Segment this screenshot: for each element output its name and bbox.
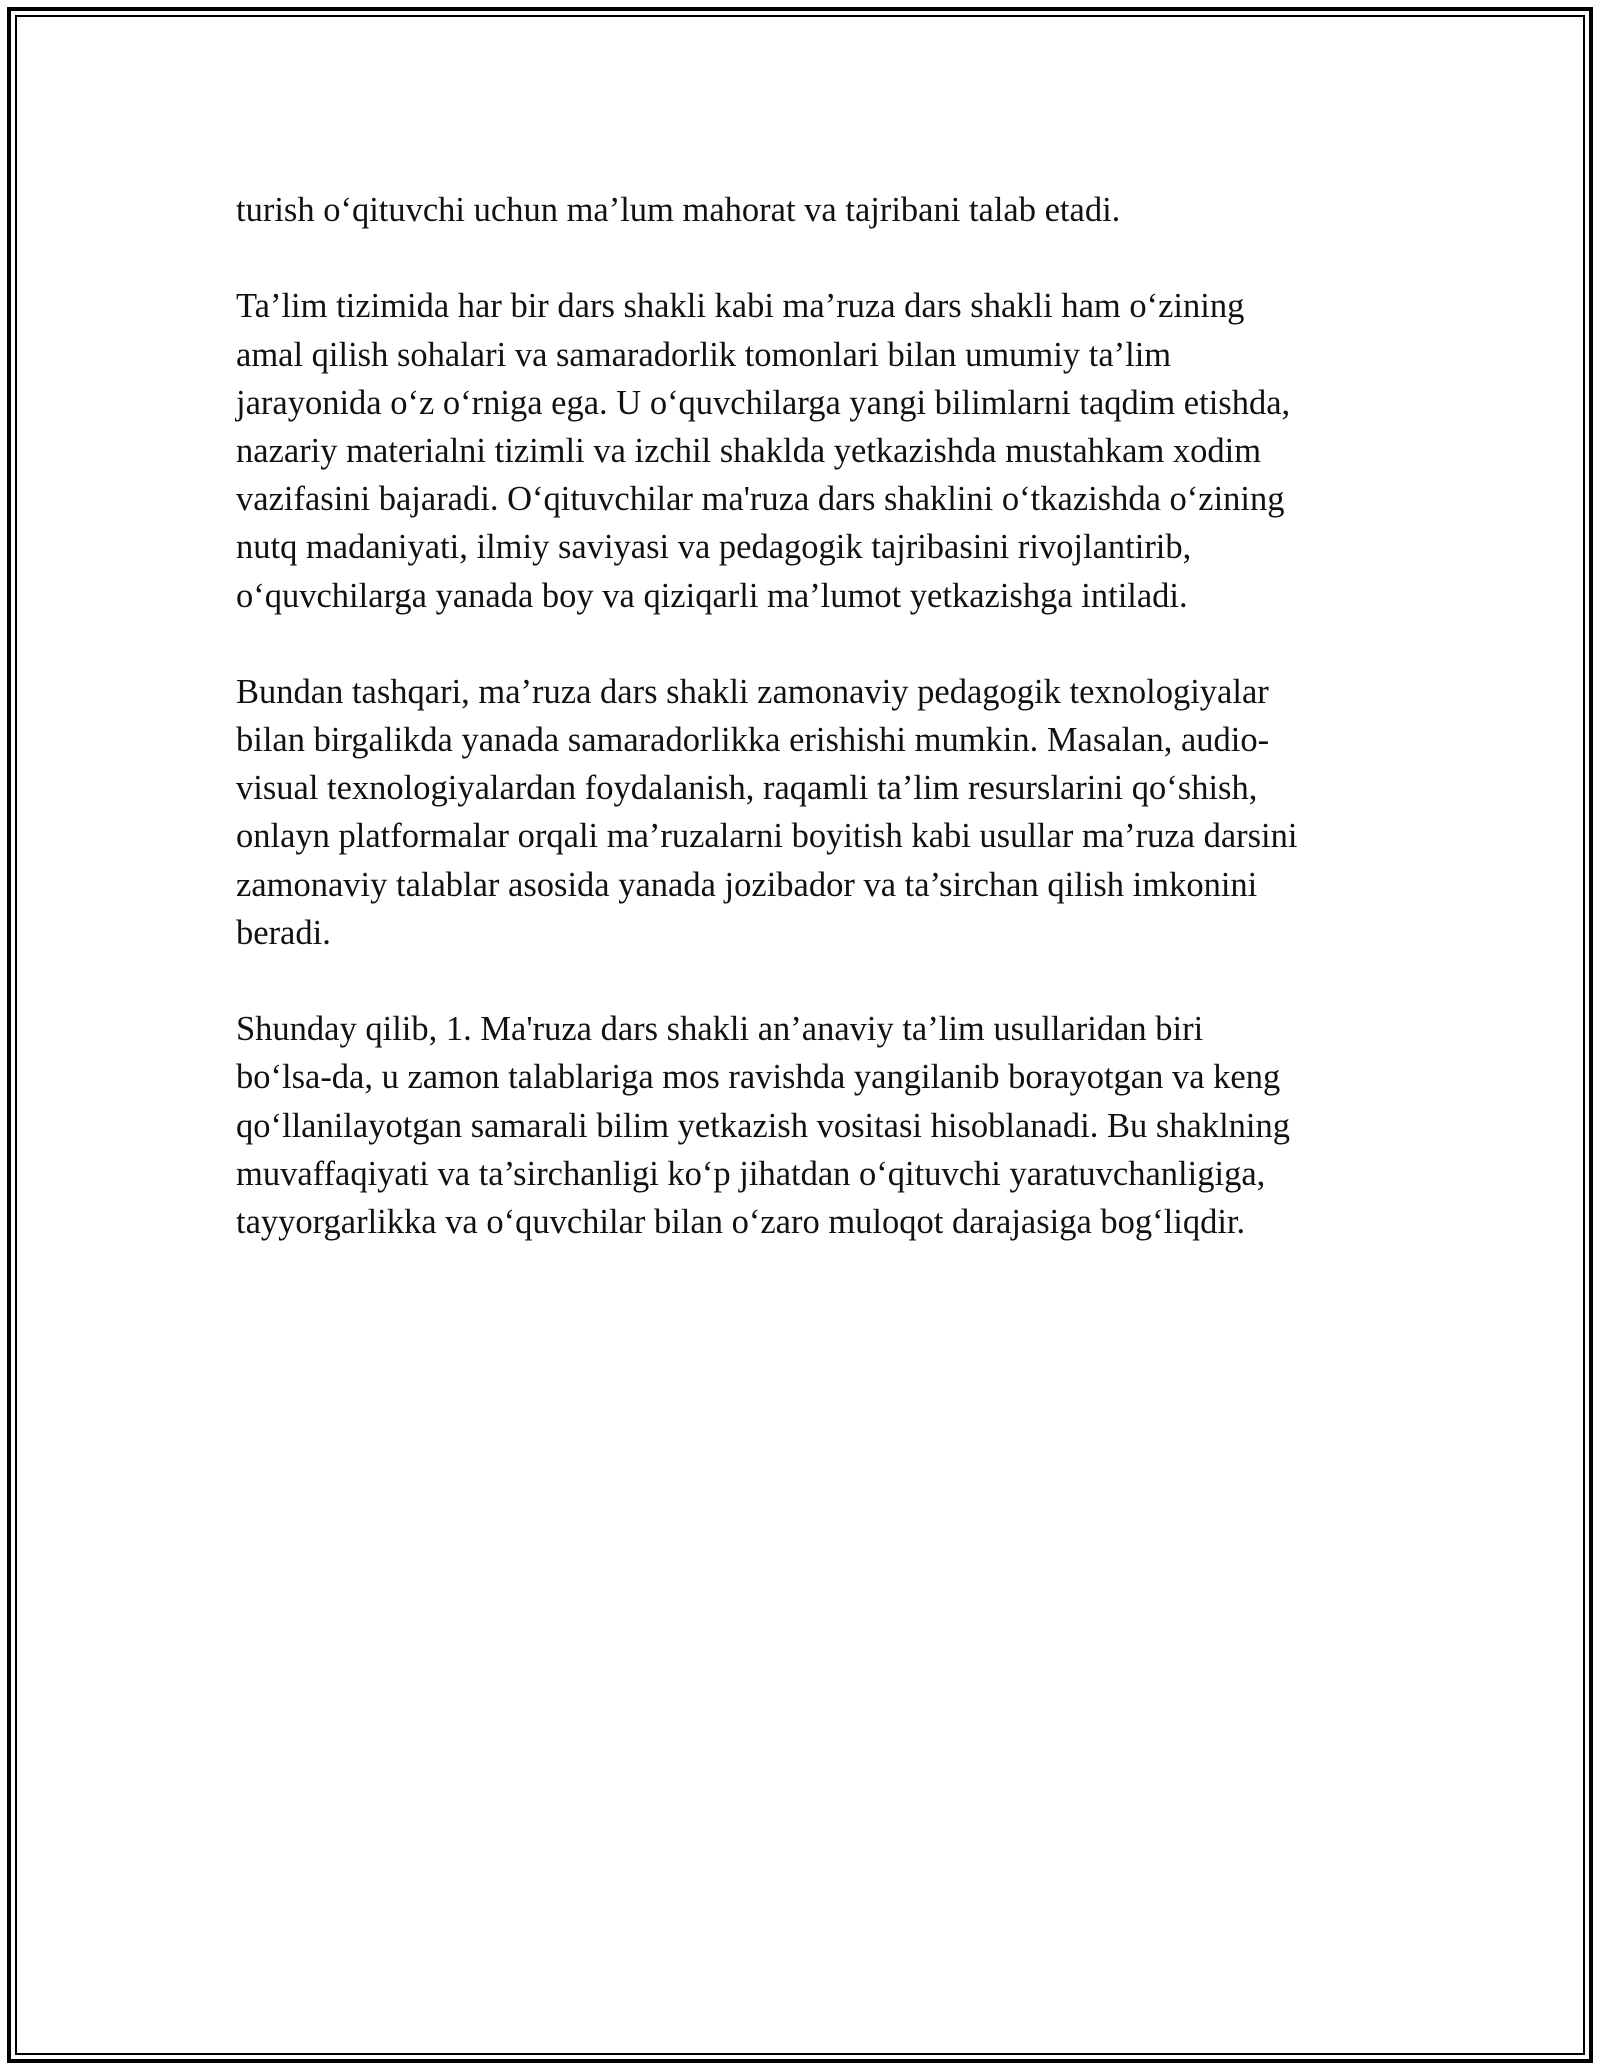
paragraph-4 xyxy=(236,1005,1376,1246)
text-line: vazifasini bajaradi. O‘qituvchilar ma'ruza dars shaklini o‘tkazishda o‘zining xyxy=(236,480,1285,519)
text-line: nutq madaniyati, ilmiy saviyasi va pedagogik tajribasini rivojlantirib, xyxy=(236,528,1192,567)
text-line: o‘quvchilarga yanada boy va qiziqarli ma’lumot yetkazishga intiladi. xyxy=(236,576,1188,615)
text-line: turish o‘qituvchi uchun ma’lum mahorat va tajribani talab etadi. xyxy=(236,191,1121,229)
text-line: beradi. xyxy=(236,913,331,952)
text-line: zamonaviy talablar asosida yanada jozibador va ta’sirchan qilish imkonini xyxy=(236,865,1258,904)
text-line: qo‘llanilayotgan samarali bilim yetkazish vositasi hisoblanadi. Bu shaklning xyxy=(236,1106,1290,1145)
paragraph-gap xyxy=(236,957,1376,1005)
paragraph-1 xyxy=(236,186,1376,234)
paragraph-gap xyxy=(236,234,1376,282)
text-line: onlayn platformalar orqali ma’ruzalarni boyitish kabi usullar ma’ruza darsini xyxy=(236,817,1298,856)
text-line: Ta’lim tizimida har bir dars shakli kabi ma’ruza dars shakli ham o‘zining xyxy=(236,287,1245,326)
document-body xyxy=(236,186,1376,1246)
text-line: muvaffaqiyati va ta’sirchanligi ko‘p jihatdan o‘qituvchi yaratuvchanligiga, xyxy=(236,1154,1266,1193)
text-line: bo‘lsa-da, u zamon talablariga mos ravishda yangilanib borayotgan va keng xyxy=(236,1058,1281,1097)
text-line: jarayonida o‘z o‘rniga ega. U o‘quvchilarga yangi bilimlarni taqdim etishda, xyxy=(236,383,1291,422)
text-line: tayyorgarlikka va o‘quvchilar bilan o‘zaro muloqot darajasiga bog‘liqdir. xyxy=(236,1202,1246,1241)
text-line: Bundan tashqari, ma’ruza dars shakli zamonaviy pedagogik texnologiyalar xyxy=(236,672,1269,711)
text-line: amal qilish sohalari va samaradorlik tomonlari bilan umumiy ta’lim xyxy=(236,335,1172,374)
paragraph-2 xyxy=(236,282,1376,619)
text-line: Shunday qilib, 1. Ma'ruza dars shakli an’anaviy ta’lim usullaridan biri xyxy=(236,1010,1204,1049)
paragraph-3 xyxy=(236,668,1376,957)
text-line: bilan birgalikda yanada samaradorlikka erishishi mumkin. Masalan, audio- xyxy=(236,721,1270,760)
text-line: nazariy materialni tizimli va izchil shaklda yetkazishda mustahkam xodim xyxy=(236,431,1262,470)
text-line: visual texnologiyalardan foydalanish, raqamli ta’lim resurslarini qo‘shish, xyxy=(236,769,1258,808)
paragraph-gap xyxy=(236,620,1376,668)
